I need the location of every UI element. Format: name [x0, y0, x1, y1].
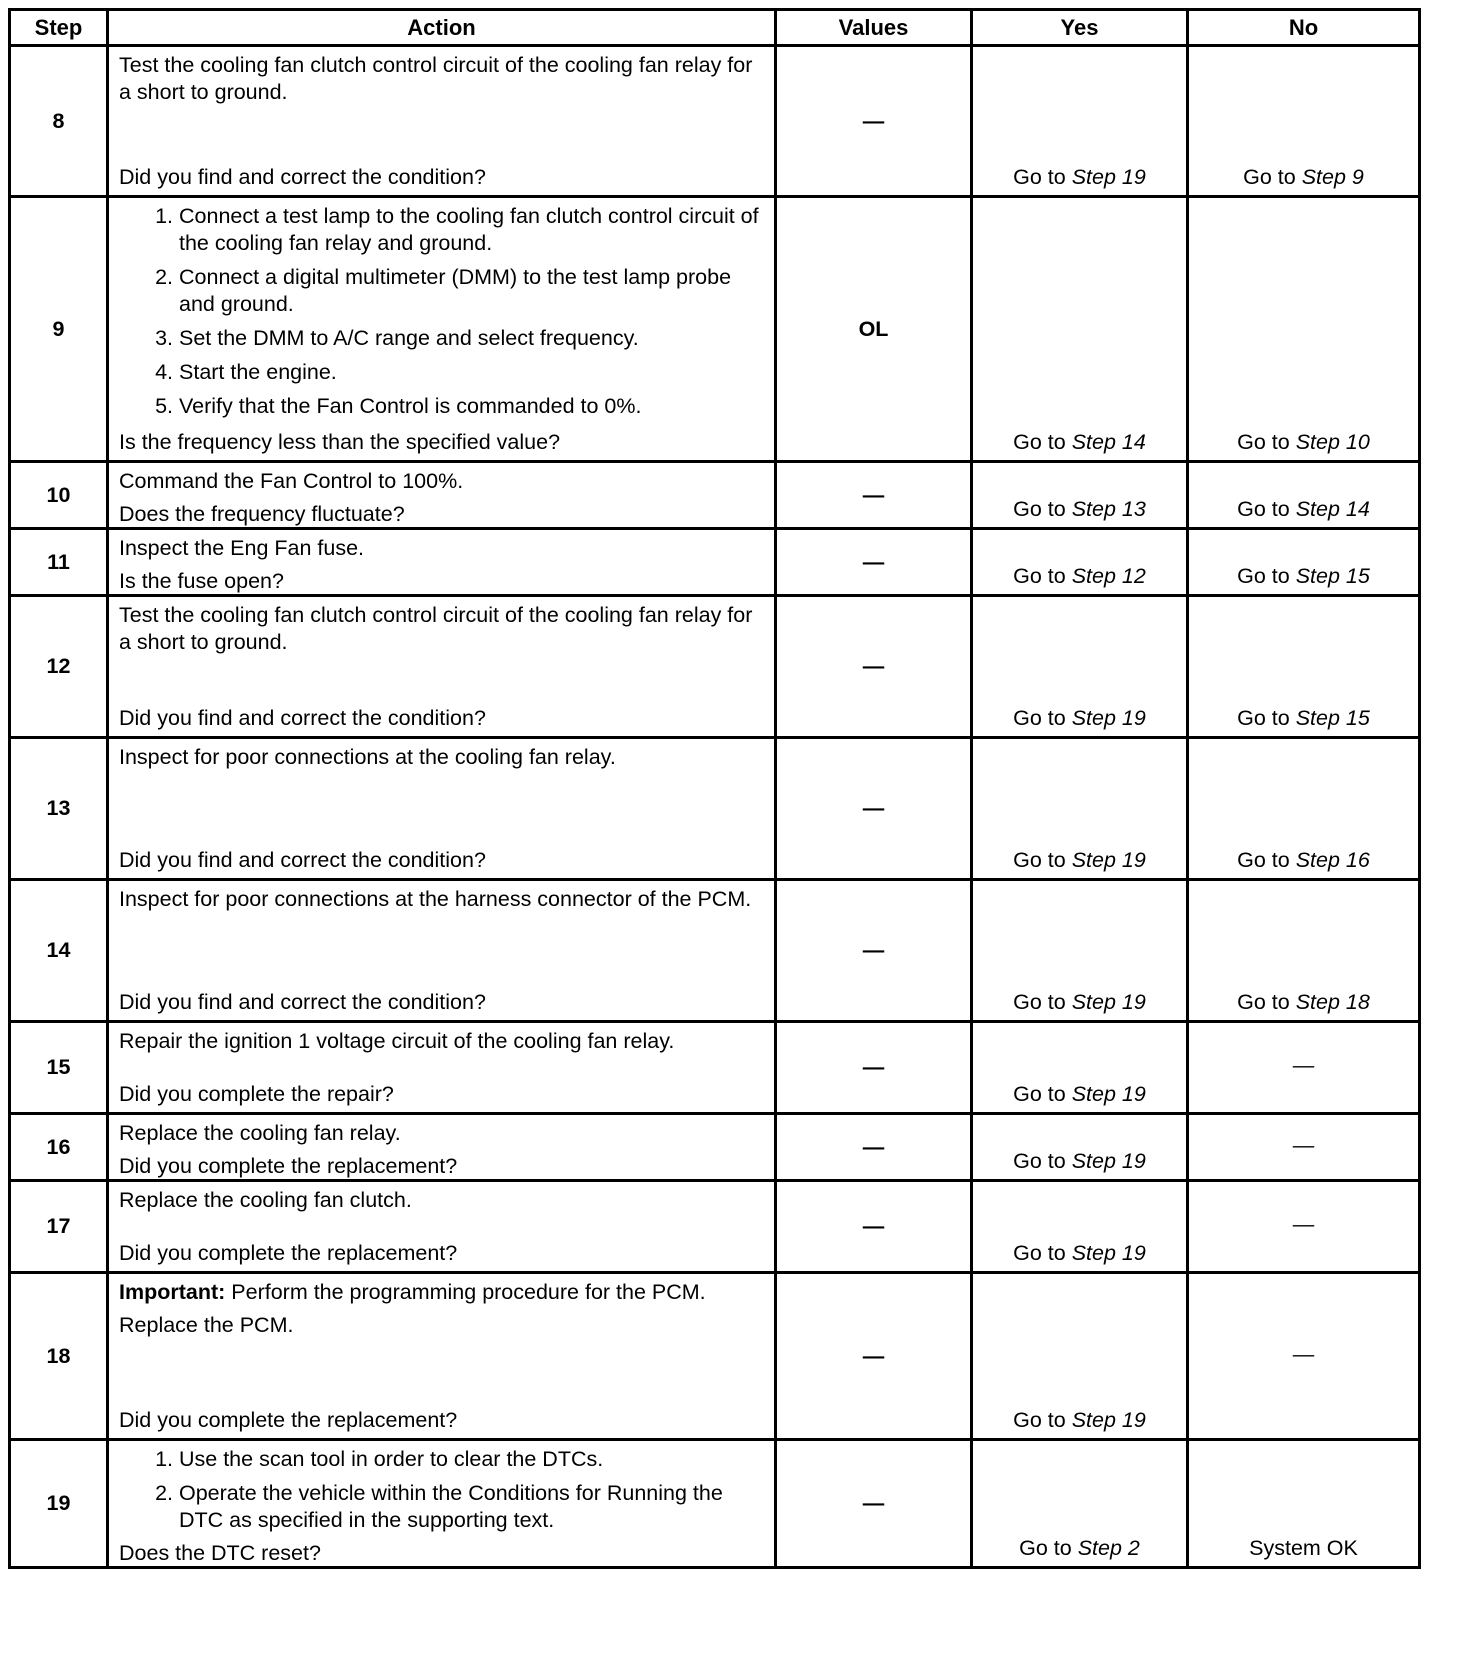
values-cell: —: [776, 1022, 972, 1114]
goto-prefix: Go to: [1013, 1149, 1072, 1173]
goto-prefix: Go to: [1013, 990, 1072, 1014]
action-content: [109, 1274, 774, 1438]
step-word: Step: [1301, 165, 1346, 189]
goto-prefix: Go to: [1237, 990, 1296, 1014]
table-row: [10, 197, 1420, 462]
step-reference: [1296, 430, 1370, 454]
action-question: Did you complete the replacement?: [119, 1154, 458, 1178]
step-word: Step: [1295, 848, 1340, 872]
table-row: [10, 462, 1420, 529]
step-word: Step: [1071, 1408, 1116, 1432]
action-cell: [108, 197, 776, 462]
step-word: Step: [1071, 990, 1116, 1014]
table-row: [10, 1181, 1420, 1273]
action-content: [109, 463, 774, 527]
yes-cell: [972, 1022, 1188, 1114]
values-cell: —: [776, 46, 972, 197]
header-no: No: [1188, 10, 1420, 46]
step-reference: [1296, 848, 1370, 872]
no-cell: [1188, 1022, 1420, 1114]
action-question: Is the frequency less than the specified value?: [119, 430, 561, 454]
step-word: Step: [1071, 497, 1116, 521]
action-cell: [108, 880, 776, 1022]
target-step-number: 19: [1121, 848, 1146, 872]
target-step-number: 14: [1345, 497, 1370, 521]
step-word: Step: [1071, 1241, 1116, 1265]
important-label: Important:: [119, 1280, 226, 1304]
action-text: Repair the ignition 1 voltage circuit of the cooling fan relay.: [119, 1029, 675, 1053]
step-word: Step: [1071, 564, 1116, 588]
step-reference: [1072, 165, 1146, 189]
action-instructions: [119, 52, 766, 106]
step-reference: [1072, 848, 1146, 872]
yes-cell: [972, 1181, 1188, 1273]
target-step-number: 19: [1121, 1241, 1146, 1265]
action-cell: [108, 1440, 776, 1568]
procedure-list: [119, 203, 766, 420]
action-cell: [108, 738, 776, 880]
step-number: 8: [10, 46, 108, 197]
goto-prefix: Go to: [1013, 1408, 1072, 1432]
goto-prefix: Go to: [1243, 165, 1302, 189]
procedure-list: [119, 1446, 766, 1534]
no-cell: [1188, 1114, 1420, 1181]
yes-cell: [972, 46, 1188, 197]
action-text: Test the cooling fan clutch control circuit of the cooling fan relay for a short to ground.: [119, 53, 753, 104]
header-action: Action: [108, 10, 776, 46]
no-cell: [1188, 880, 1420, 1022]
step-reference: [1296, 706, 1370, 730]
action-instructions: [119, 1446, 766, 1534]
step-number: 10: [10, 462, 108, 529]
yes-cell: [972, 462, 1188, 529]
action-cell: [108, 46, 776, 197]
no-cell: [1188, 1273, 1420, 1440]
action-cell: [108, 529, 776, 596]
step-reference: [1072, 497, 1146, 521]
step-reference: [1296, 990, 1370, 1014]
step-reference: [1072, 1082, 1146, 1106]
step-number: 19: [10, 1440, 108, 1568]
action-cell: [108, 1114, 776, 1181]
goto-prefix: Go to: [1237, 706, 1296, 730]
table-row: [10, 529, 1420, 596]
action-cell: [108, 596, 776, 738]
action-content: [109, 198, 774, 460]
step-reference: [1072, 564, 1146, 588]
target-step-number: 19: [1121, 706, 1146, 730]
action-instructions: [119, 744, 766, 771]
step-reference: [1296, 564, 1370, 588]
header-step: Step: [10, 10, 108, 46]
no-result-text: —: [1292, 1053, 1315, 1077]
goto-prefix: Go to: [1013, 1082, 1072, 1106]
action-content: [109, 1441, 774, 1566]
action-question: Did you find and correct the condition?: [119, 165, 486, 189]
target-step-number: 18: [1345, 990, 1370, 1014]
values-cell: OL: [776, 197, 972, 462]
target-step-number: 14: [1121, 430, 1146, 454]
action-instructions: [119, 1028, 766, 1055]
list-item: 2. Operate the vehicle within the Conditions for Running the DTC as specified in the supporting text.: [179, 1480, 766, 1534]
target-step-number: 19: [1121, 1082, 1146, 1106]
step-number: 9: [10, 197, 108, 462]
step-number: 18: [10, 1273, 108, 1440]
yes-cell: [972, 197, 1188, 462]
goto-prefix: Go to: [1013, 497, 1072, 521]
no-result-text: —: [1292, 1132, 1315, 1157]
goto-prefix: Go to: [1237, 497, 1296, 521]
step-reference: [1296, 497, 1370, 521]
action-text: Inspect for poor connections at the harness connector of the PCM.: [119, 887, 752, 911]
action-content: [109, 881, 774, 1020]
step-word: Step: [1295, 497, 1340, 521]
step-word: Step: [1077, 1536, 1122, 1560]
step-word: Step: [1071, 848, 1116, 872]
values-cell: —: [776, 1181, 972, 1273]
target-step-number: 19: [1121, 990, 1146, 1014]
header-yes: Yes: [972, 10, 1188, 46]
action-content: [109, 739, 774, 878]
diagnostic-table-page: [8, 8, 1418, 1569]
step-word: Step: [1295, 990, 1340, 1014]
target-step-number: 16: [1345, 848, 1370, 872]
action-text: Test the cooling fan clutch control circuit of the cooling fan relay for a short to ground.: [119, 603, 753, 654]
step-reference: [1072, 1408, 1146, 1432]
step-number: 14: [10, 880, 108, 1022]
target-step-number: 15: [1345, 564, 1370, 588]
no-cell: [1188, 738, 1420, 880]
values-cell: —: [776, 529, 972, 596]
table-row: [10, 596, 1420, 738]
action-text: Inspect for poor connections at the cooling fan relay.: [119, 745, 616, 769]
action-cell: [108, 1022, 776, 1114]
action-cell: [108, 462, 776, 529]
action-content: [109, 1182, 774, 1271]
goto-prefix: Go to: [1013, 848, 1072, 872]
step-number: 15: [10, 1022, 108, 1114]
no-cell: [1188, 46, 1420, 197]
table-row: [10, 738, 1420, 880]
list-item: 5. Verify that the Fan Control is commanded to 0%.: [179, 393, 766, 420]
action-instructions: [119, 468, 766, 495]
action-question: Does the DTC reset?: [119, 1541, 321, 1565]
target-step-number: 15: [1345, 706, 1370, 730]
values-cell: —: [776, 738, 972, 880]
action-content: [109, 597, 774, 736]
step-word: Step: [1295, 430, 1340, 454]
important-note: [119, 1279, 766, 1306]
action-question: Did you complete the replacement?: [119, 1241, 458, 1265]
no-result-text: —: [1292, 1341, 1315, 1366]
action-content: [109, 1115, 774, 1179]
no-cell: [1188, 462, 1420, 529]
step-reference: [1078, 1536, 1140, 1560]
target-step-number: 19: [1121, 165, 1146, 189]
list-item: 4. Start the engine.: [179, 359, 766, 386]
action-content: [109, 47, 774, 195]
action-question: Did you complete the repair?: [119, 1082, 394, 1106]
table-row: [10, 1273, 1420, 1440]
values-cell: —: [776, 596, 972, 738]
no-cell: [1188, 529, 1420, 596]
step-word: Step: [1071, 706, 1116, 730]
goto-prefix: Go to: [1013, 1241, 1072, 1265]
target-step-number: 10: [1345, 430, 1370, 454]
goto-prefix: Go to: [1013, 706, 1072, 730]
action-question: Is the fuse open?: [119, 569, 284, 593]
step-word: Step: [1295, 564, 1340, 588]
step-reference: [1302, 165, 1364, 189]
step-number: 17: [10, 1181, 108, 1273]
action-instructions: [119, 1187, 766, 1214]
table-row: [10, 1440, 1420, 1568]
action-text: Replace the PCM.: [119, 1313, 294, 1337]
step-word: Step: [1295, 706, 1340, 730]
no-cell: [1188, 596, 1420, 738]
step-reference: [1072, 1241, 1146, 1265]
step-word: Step: [1071, 1149, 1116, 1173]
values-cell: —: [776, 880, 972, 1022]
target-step-number: 9: [1351, 165, 1364, 189]
step-number: 11: [10, 529, 108, 596]
header-values: Values: [776, 10, 972, 46]
values-cell: —: [776, 1114, 972, 1181]
yes-cell: [972, 529, 1188, 596]
step-word: Step: [1071, 1082, 1116, 1106]
action-content: [109, 1023, 774, 1112]
values-cell: —: [776, 462, 972, 529]
action-question: Did you find and correct the condition?: [119, 848, 486, 872]
list-item: 3. Set the DMM to A/C range and select frequency.: [179, 325, 766, 352]
yes-cell: [972, 1273, 1188, 1440]
yes-cell: [972, 738, 1188, 880]
step-word: Step: [1071, 165, 1116, 189]
action-instructions: [119, 1120, 766, 1147]
important-text: Perform the programming procedure for the PCM.: [225, 1280, 706, 1304]
step-reference: [1072, 990, 1146, 1014]
no-cell: [1188, 1440, 1420, 1568]
step-reference: [1072, 1149, 1146, 1173]
table-row: [10, 46, 1420, 197]
no-cell: [1188, 1181, 1420, 1273]
no-cell: [1188, 197, 1420, 462]
action-instructions: [119, 602, 766, 656]
goto-prefix: Go to: [1237, 848, 1296, 872]
table-row: [10, 880, 1420, 1022]
table-row: [10, 1022, 1420, 1114]
step-number: 13: [10, 738, 108, 880]
action-question: Does the frequency fluctuate?: [119, 502, 405, 526]
goto-prefix: Go to: [1237, 564, 1296, 588]
target-step-number: 2: [1127, 1536, 1140, 1560]
action-text: Replace the cooling fan relay.: [119, 1121, 401, 1145]
step-word: Step: [1071, 430, 1116, 454]
header-row: [10, 10, 1420, 46]
step-number: 16: [10, 1114, 108, 1181]
goto-prefix: Go to: [1013, 430, 1072, 454]
yes-cell: [972, 880, 1188, 1022]
action-instructions: [119, 1279, 766, 1339]
target-step-number: 19: [1121, 1408, 1146, 1432]
target-step-number: 13: [1121, 497, 1146, 521]
yes-cell: [972, 1114, 1188, 1181]
goto-prefix: Go to: [1237, 430, 1296, 454]
list-item: 1. Connect a test lamp to the cooling fan clutch control circuit of the cooling fan relay and ground.: [179, 203, 766, 257]
yes-cell: [972, 1440, 1188, 1568]
step-reference: [1072, 430, 1146, 454]
diagnostic-table: [8, 8, 1421, 1569]
goto-prefix: Go to: [1013, 564, 1072, 588]
action-instructions: [119, 203, 766, 420]
step-number: 12: [10, 596, 108, 738]
yes-cell: [972, 596, 1188, 738]
action-cell: [108, 1181, 776, 1273]
action-question: Did you find and correct the condition?: [119, 990, 486, 1014]
action-instructions: [119, 535, 766, 562]
values-cell: —: [776, 1273, 972, 1440]
action-text: Replace the cooling fan clutch.: [119, 1188, 412, 1212]
values-cell: —: [776, 1440, 972, 1568]
step-reference: [1072, 706, 1146, 730]
list-item: 2. Connect a digital multimeter (DMM) to the test lamp probe and ground.: [179, 264, 766, 318]
list-item: 1. Use the scan tool in order to clear the DTCs.: [179, 1446, 766, 1473]
action-text: Command the Fan Control to 100%.: [119, 469, 464, 493]
goto-prefix: Go to: [1013, 165, 1072, 189]
action-question: Did you find and correct the condition?: [119, 706, 486, 730]
goto-prefix: Go to: [1019, 1536, 1078, 1560]
target-step-number: 19: [1121, 1149, 1146, 1173]
no-result-text: System OK: [1249, 1536, 1358, 1560]
action-cell: [108, 1273, 776, 1440]
action-instructions: [119, 886, 766, 913]
no-result-text: —: [1292, 1212, 1315, 1236]
action-text: Inspect the Eng Fan fuse.: [119, 536, 365, 560]
table-row: [10, 1114, 1420, 1181]
action-content: [109, 530, 774, 594]
target-step-number: 12: [1121, 564, 1146, 588]
action-question: Did you complete the replacement?: [119, 1408, 458, 1432]
